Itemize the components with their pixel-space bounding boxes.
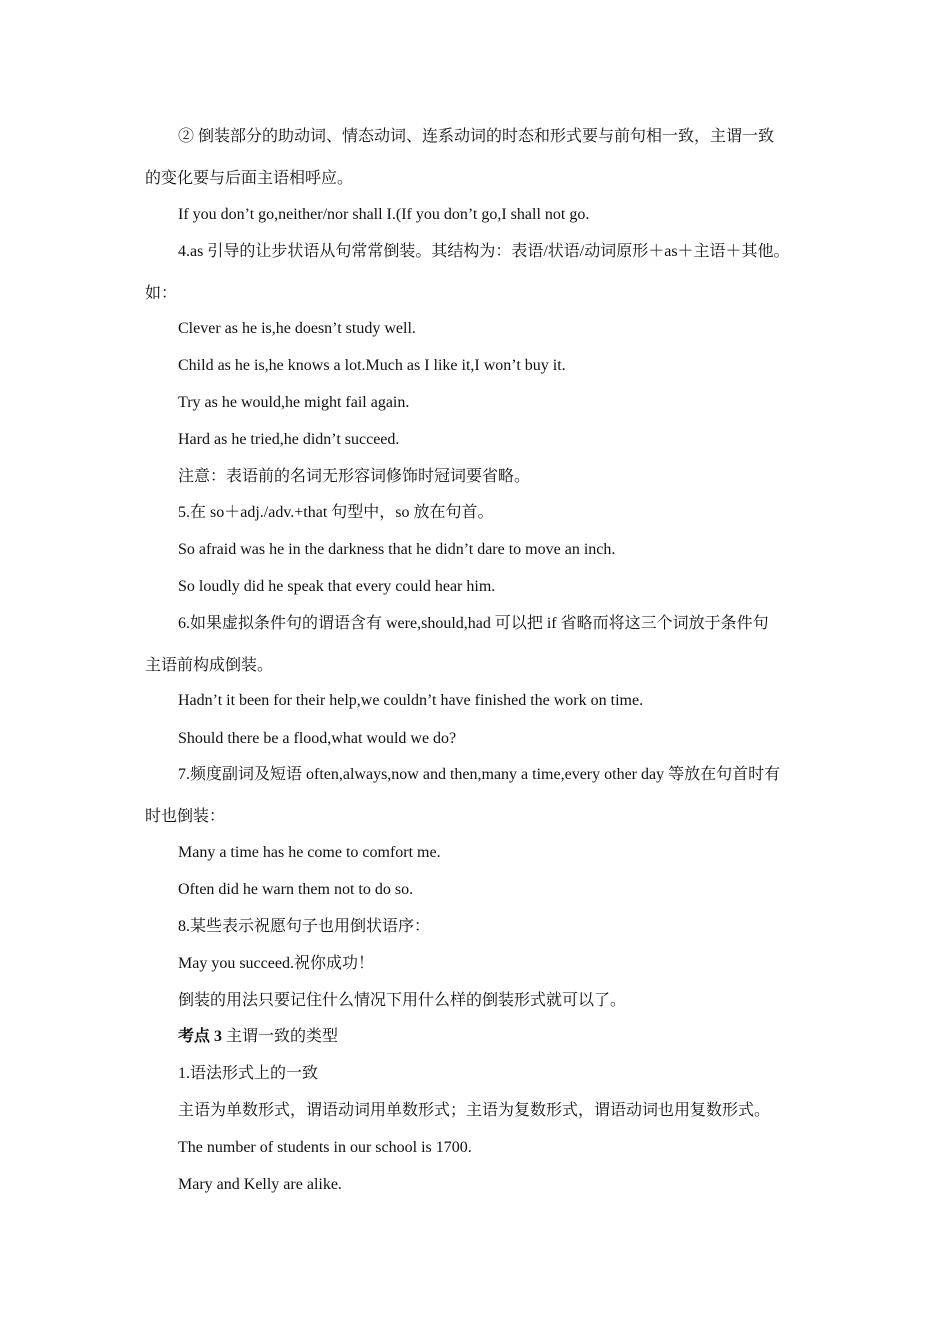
note-line: 注意：表语前的名词无形容词修饰时冠词要省略。: [178, 468, 531, 485]
rule-heading: 6.如果虚拟条件句的谓语含有 were,should,had 可以把 if 省略而将这三个词放于条件句: [178, 615, 769, 632]
paragraph-line: 主语前构成倒装。: [145, 657, 274, 674]
example-sentence: Should there be a flood,what would we do?: [178, 730, 457, 747]
paragraph-line: 主语为单数形式，谓语动词用单数形式；主语为复数形式，谓语动词也用复数形式。: [178, 1102, 771, 1119]
example-sentence: The number of students in our school is 1700.: [178, 1139, 472, 1156]
example-sentence: Often did he warn them not to do so.: [178, 881, 414, 898]
paragraph-line: ② 倒装部分的助动词、情态动词、连系动词的时态和形式要与前句相一致，主谓一致: [178, 128, 775, 145]
section-title: 主谓一致的类型: [222, 1028, 339, 1045]
rule-heading: 4.as 引导的让步状语从句常常倒装。其结构为：表语/状语/动词原形＋as＋主语＋其他。: [178, 243, 790, 260]
example-sentence: So afraid was he in the darkness that he didn’t dare to move an inch.: [178, 541, 616, 558]
example-sentence: Clever as he is,he doesn’t study well.: [178, 320, 416, 337]
example-sentence: If you don’t go,neither/nor shall I.(If you don’t go,I shall not go.: [178, 206, 590, 223]
rule-heading: 5.在 so＋adj./adv.+that 句型中，so 放在句首。: [178, 504, 494, 521]
summary-line: 倒装的用法只要记住什么情况下用什么样的倒装形式就可以了。: [178, 992, 627, 1009]
paragraph-line: 时也倒装：: [145, 808, 226, 825]
paragraph-line: 如：: [145, 285, 178, 302]
example-sentence: May you succeed.祝你成功！: [178, 955, 374, 972]
rule-heading: 8.某些表示祝愿句子也用倒状语序：: [178, 918, 431, 935]
example-sentence: Try as he would,he might fail again.: [178, 394, 410, 411]
section-heading: [178, 1027, 338, 1047]
example-sentence: Child as he is,he knows a lot.Much as I like it,I won’t buy it.: [178, 357, 566, 374]
example-sentence: Many a time has he come to comfort me.: [178, 844, 441, 861]
example-sentence: So loudly did he speak that every could hear him.: [178, 578, 496, 595]
example-sentence: Hadn’t it been for their help,we couldn’t have finished the work on time.: [178, 692, 644, 709]
section-label: 考点 3: [178, 1028, 223, 1045]
rule-heading: 7.频度副词及短语 often,always,now and then,many a time,every other day 等放在句首时有: [178, 766, 781, 783]
rule-heading: 1.语法形式上的一致: [178, 1065, 319, 1082]
example-sentence: Hard as he tried,he didn’t succeed.: [178, 431, 400, 448]
example-sentence: Mary and Kelly are alike.: [178, 1176, 342, 1193]
paragraph-line: 的变化要与后面主语相呼应。: [145, 170, 354, 187]
